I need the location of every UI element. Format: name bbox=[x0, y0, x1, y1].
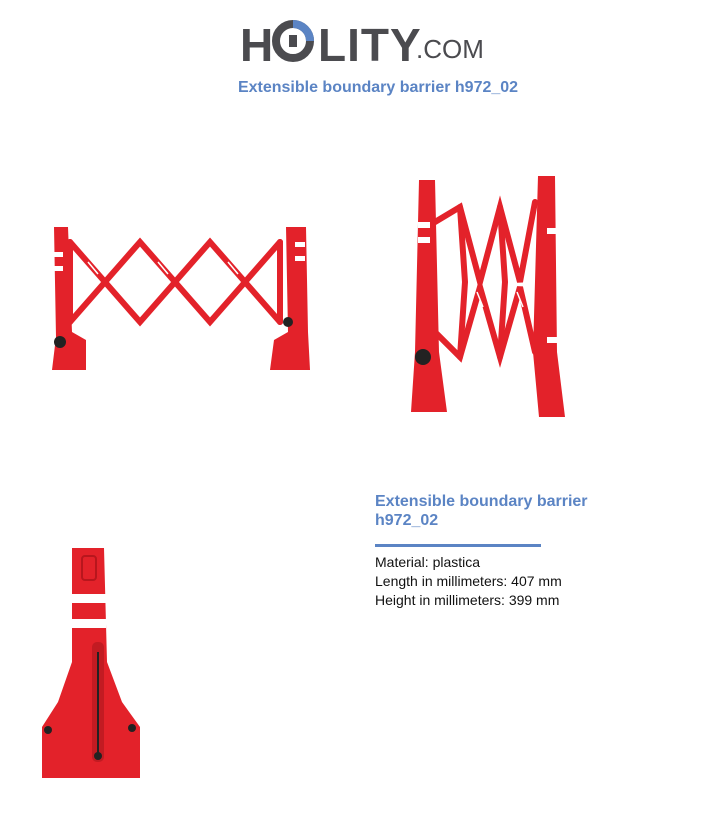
spec-length: Length in millimeters: 407 mm bbox=[375, 573, 562, 589]
logo-text-lity: LITY bbox=[318, 19, 422, 71]
holity-o-icon bbox=[272, 20, 314, 62]
product-image-angled[interactable] bbox=[405, 172, 570, 420]
spec-material: Material: plastica bbox=[375, 554, 481, 570]
logo-text-h: H bbox=[240, 19, 275, 71]
logo-text-com: .COM bbox=[416, 34, 484, 64]
product-image-extended[interactable] bbox=[48, 222, 313, 377]
holity-logo[interactable] bbox=[240, 14, 485, 70]
product-name: Extensible boundary barrier h972_02 bbox=[375, 493, 588, 529]
page-title: Extensible boundary barrier h972_02 bbox=[237, 79, 519, 96]
spec-height: Height in millimeters: 399 mm bbox=[375, 592, 560, 608]
product-image-folded[interactable] bbox=[40, 542, 142, 784]
product-info bbox=[375, 492, 675, 610]
divider bbox=[375, 544, 541, 547]
